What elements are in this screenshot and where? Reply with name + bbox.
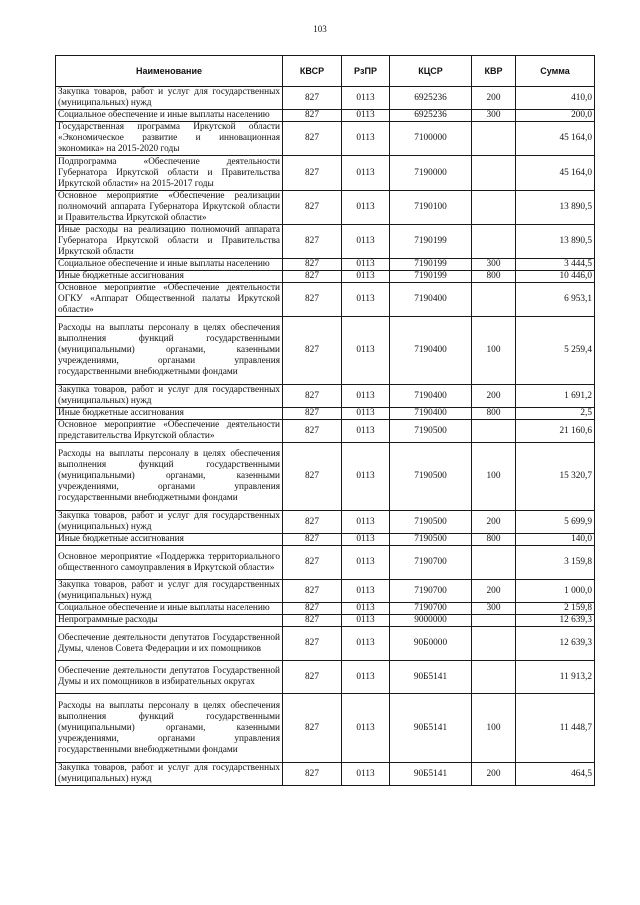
cell-kvr: 800 <box>472 408 516 420</box>
cell-kvr: 200 <box>472 87 516 110</box>
cell-kvr <box>472 225 516 259</box>
cell-rzpr: 0113 <box>342 385 390 408</box>
cell-name: Основное мероприятие «Поддержка территориального общественного самоуправления в Иркутской области» <box>56 546 283 580</box>
cell-sum: 11 448,7 <box>516 694 595 763</box>
cell-kvsr: 827 <box>283 443 342 511</box>
cell-kvr <box>472 546 516 580</box>
cell-kvsr: 827 <box>283 271 342 283</box>
cell-kvr <box>472 661 516 694</box>
cell-kvsr: 827 <box>283 156 342 191</box>
cell-kvsr: 827 <box>283 283 342 317</box>
cell-sum: 2,5 <box>516 408 595 420</box>
header-kvr: КВР <box>472 56 516 87</box>
cell-name: Закупка товаров, работ и услуг для государственных (муниципальных) нужд <box>56 580 283 603</box>
cell-rzpr: 0113 <box>342 122 390 156</box>
cell-kvr <box>472 615 516 627</box>
cell-name: Обеспечение деятельности депутатов Государственной Думы и их помощников в избирательных округах <box>56 661 283 694</box>
header-sum: Сумма <box>516 56 595 87</box>
cell-kcsr: 7190500 <box>390 420 472 443</box>
cell-name: Основное мероприятие «Обеспечение деятельности ОГКУ «Аппарат Общественной палаты Иркутской области» <box>56 283 283 317</box>
cell-rzpr: 0113 <box>342 110 390 122</box>
cell-sum: 410,0 <box>516 87 595 110</box>
cell-name: Расходы на выплаты персоналу в целях обеспечения выполнения функций государственными (муниципальными) органами, казенными учреждениями, органами управления государственными внебюджетными фондами <box>56 443 283 511</box>
table-row <box>56 225 595 259</box>
cell-kvr: 300 <box>472 603 516 615</box>
cell-sum: 13 890,5 <box>516 191 595 225</box>
cell-kcsr: 7190700 <box>390 603 472 615</box>
table-row <box>56 156 595 191</box>
cell-name: Иные бюджетные ассигнования <box>56 534 283 546</box>
header-kcsr: КЦСР <box>390 56 472 87</box>
cell-kcsr: 7190700 <box>390 580 472 603</box>
header-kvsr: КВСР <box>283 56 342 87</box>
cell-kvr <box>472 156 516 191</box>
table-row <box>56 511 595 534</box>
table-row <box>56 443 595 511</box>
table-row <box>56 661 595 694</box>
table-row <box>56 763 595 786</box>
cell-sum: 15 320,7 <box>516 443 595 511</box>
cell-kcsr: 90Б0000 <box>390 627 472 661</box>
cell-kcsr: 7190199 <box>390 225 472 259</box>
cell-sum: 3 159,8 <box>516 546 595 580</box>
cell-rzpr: 0113 <box>342 283 390 317</box>
cell-name: Социальное обеспечение и иные выплаты населению <box>56 259 283 271</box>
cell-rzpr: 0113 <box>342 763 390 786</box>
cell-name: Закупка товаров, работ и услуг для государственных (муниципальных) нужд <box>56 763 283 786</box>
cell-sum: 200,0 <box>516 110 595 122</box>
cell-name: Государственная программа Иркутской области «Экономическое развитие и инновационная экономика» на 2015-2020 годы <box>56 122 283 156</box>
cell-rzpr: 0113 <box>342 191 390 225</box>
cell-kvsr: 827 <box>283 694 342 763</box>
cell-kcsr: 7190199 <box>390 259 472 271</box>
cell-name: Иные бюджетные ассигнования <box>56 408 283 420</box>
cell-kcsr: 7190500 <box>390 443 472 511</box>
cell-rzpr: 0113 <box>342 546 390 580</box>
cell-rzpr: 0113 <box>342 443 390 511</box>
cell-kvsr: 827 <box>283 87 342 110</box>
cell-name: Основное мероприятие «Обеспечение реализации полномочий аппарата Губернатора Иркутской области и Правительства Иркутской области» <box>56 191 283 225</box>
table-header-row <box>56 56 595 87</box>
cell-kcsr: 7190400 <box>390 408 472 420</box>
cell-kvr: 100 <box>472 317 516 385</box>
table-row <box>56 122 595 156</box>
cell-kvr: 300 <box>472 259 516 271</box>
cell-kcsr: 90Б5141 <box>390 661 472 694</box>
table-row <box>56 627 595 661</box>
cell-name: Закупка товаров, работ и услуг для государственных (муниципальных) нужд <box>56 87 283 110</box>
cell-sum: 464,5 <box>516 763 595 786</box>
cell-sum: 11 913,2 <box>516 661 595 694</box>
header-rzpr: РзПР <box>342 56 390 87</box>
cell-sum: 12 639,3 <box>516 615 595 627</box>
cell-kvr: 200 <box>472 763 516 786</box>
cell-sum: 6 953,1 <box>516 283 595 317</box>
cell-kcsr: 90Б5141 <box>390 694 472 763</box>
cell-kvsr: 827 <box>283 420 342 443</box>
cell-kvsr: 827 <box>283 122 342 156</box>
cell-kcsr: 7190400 <box>390 385 472 408</box>
cell-kvr <box>472 191 516 225</box>
cell-sum: 45 164,0 <box>516 156 595 191</box>
cell-kvsr: 827 <box>283 534 342 546</box>
cell-kcsr: 7190199 <box>390 271 472 283</box>
cell-kvr <box>472 283 516 317</box>
table-row <box>56 385 595 408</box>
cell-kvsr: 827 <box>283 225 342 259</box>
cell-kvr: 800 <box>472 534 516 546</box>
cell-kcsr: 6925236 <box>390 110 472 122</box>
cell-rzpr: 0113 <box>342 603 390 615</box>
cell-rzpr: 0113 <box>342 694 390 763</box>
cell-sum: 140,0 <box>516 534 595 546</box>
cell-sum: 2 159,8 <box>516 603 595 615</box>
table-row <box>56 546 595 580</box>
cell-kvsr: 827 <box>283 603 342 615</box>
cell-kcsr: 7190100 <box>390 191 472 225</box>
cell-kvsr: 827 <box>283 661 342 694</box>
header-name: Наименование <box>56 56 283 87</box>
cell-sum: 10 446,0 <box>516 271 595 283</box>
table-row <box>56 615 595 627</box>
cell-kvr: 200 <box>472 385 516 408</box>
cell-kvsr: 827 <box>283 615 342 627</box>
cell-kvr: 800 <box>472 271 516 283</box>
cell-kvsr: 827 <box>283 546 342 580</box>
budget-table <box>55 55 595 786</box>
cell-kvr <box>472 420 516 443</box>
cell-kcsr: 90Б5141 <box>390 763 472 786</box>
cell-kvr <box>472 627 516 661</box>
cell-sum: 3 444,5 <box>516 259 595 271</box>
table-row <box>56 408 595 420</box>
table-row <box>56 87 595 110</box>
cell-rzpr: 0113 <box>342 156 390 191</box>
cell-kvsr: 827 <box>283 511 342 534</box>
cell-kvr: 300 <box>472 110 516 122</box>
cell-kvsr: 827 <box>283 385 342 408</box>
cell-kcsr: 7190700 <box>390 546 472 580</box>
cell-sum: 21 160,6 <box>516 420 595 443</box>
cell-kvr: 100 <box>472 694 516 763</box>
cell-name: Иные расходы на реализацию полномочий аппарата Губернатора Иркутской области и Правительства Иркутской области <box>56 225 283 259</box>
table-row <box>56 694 595 763</box>
cell-kvr <box>472 122 516 156</box>
cell-rzpr: 0113 <box>342 87 390 110</box>
table-row <box>56 283 595 317</box>
cell-kcsr: 7100000 <box>390 122 472 156</box>
cell-name: Расходы на выплаты персоналу в целях обеспечения выполнения функций государственными (муниципальными) органами, казенными учреждениями, органами управления государственными внебюджетными фондами <box>56 694 283 763</box>
cell-kvr: 200 <box>472 580 516 603</box>
cell-sum: 13 890,5 <box>516 225 595 259</box>
cell-rzpr: 0113 <box>342 317 390 385</box>
cell-kvr: 200 <box>472 511 516 534</box>
cell-kvsr: 827 <box>283 408 342 420</box>
table-row <box>56 580 595 603</box>
cell-rzpr: 0113 <box>342 259 390 271</box>
table-row <box>56 603 595 615</box>
page-number: 103 <box>313 24 327 34</box>
cell-name: Социальное обеспечение и иные выплаты населению <box>56 603 283 615</box>
cell-rzpr: 0113 <box>342 225 390 259</box>
cell-name: Закупка товаров, работ и услуг для государственных (муниципальных) нужд <box>56 511 283 534</box>
cell-kcsr: 7190400 <box>390 317 472 385</box>
cell-name: Обеспечение деятельности депутатов Государственной Думы, членов Совета Федерации и их помощников <box>56 627 283 661</box>
cell-sum: 5 699,9 <box>516 511 595 534</box>
cell-kcsr: 7190500 <box>390 511 472 534</box>
cell-rzpr: 0113 <box>342 420 390 443</box>
cell-kvsr: 827 <box>283 191 342 225</box>
table-row <box>56 420 595 443</box>
cell-kcsr: 7190500 <box>390 534 472 546</box>
cell-sum: 1 000,0 <box>516 580 595 603</box>
table-row <box>56 271 595 283</box>
cell-sum: 1 691,2 <box>516 385 595 408</box>
cell-rzpr: 0113 <box>342 580 390 603</box>
cell-name: Иные бюджетные ассигнования <box>56 271 283 283</box>
cell-kcsr: 7190000 <box>390 156 472 191</box>
cell-name: Основное мероприятие «Обеспечение деятельности представительства Иркутской области» <box>56 420 283 443</box>
cell-kvsr: 827 <box>283 110 342 122</box>
cell-name: Закупка товаров, работ и услуг для государственных (муниципальных) нужд <box>56 385 283 408</box>
cell-kvsr: 827 <box>283 580 342 603</box>
cell-rzpr: 0113 <box>342 408 390 420</box>
cell-kcsr: 7190400 <box>390 283 472 317</box>
cell-rzpr: 0113 <box>342 661 390 694</box>
table-row <box>56 191 595 225</box>
cell-kvsr: 827 <box>283 763 342 786</box>
cell-kvsr: 827 <box>283 627 342 661</box>
cell-kvsr: 827 <box>283 259 342 271</box>
cell-kvr: 100 <box>472 443 516 511</box>
table-row <box>56 534 595 546</box>
cell-name: Подпрограмма «Обеспечение деятельности Губернатора Иркутской области и Правительства Иркутской области» на 2015-2017 годы <box>56 156 283 191</box>
cell-name: Расходы на выплаты персоналу в целях обеспечения выполнения функций государственными (муниципальными) органами, казенными учреждениями, органами управления государственными внебюджетными фондами <box>56 317 283 385</box>
cell-kcsr: 6925236 <box>390 87 472 110</box>
cell-sum: 45 164,0 <box>516 122 595 156</box>
cell-rzpr: 0113 <box>342 615 390 627</box>
cell-kcsr: 9000000 <box>390 615 472 627</box>
table-row <box>56 110 595 122</box>
cell-sum: 5 259,4 <box>516 317 595 385</box>
cell-name: Непрограммные расходы <box>56 615 283 627</box>
cell-rzpr: 0113 <box>342 271 390 283</box>
cell-rzpr: 0113 <box>342 534 390 546</box>
cell-sum: 12 639,3 <box>516 627 595 661</box>
cell-kvsr: 827 <box>283 317 342 385</box>
cell-rzpr: 0113 <box>342 627 390 661</box>
table-row <box>56 317 595 385</box>
table-row <box>56 259 595 271</box>
cell-rzpr: 0113 <box>342 511 390 534</box>
cell-name: Социальное обеспечение и иные выплаты населению <box>56 110 283 122</box>
